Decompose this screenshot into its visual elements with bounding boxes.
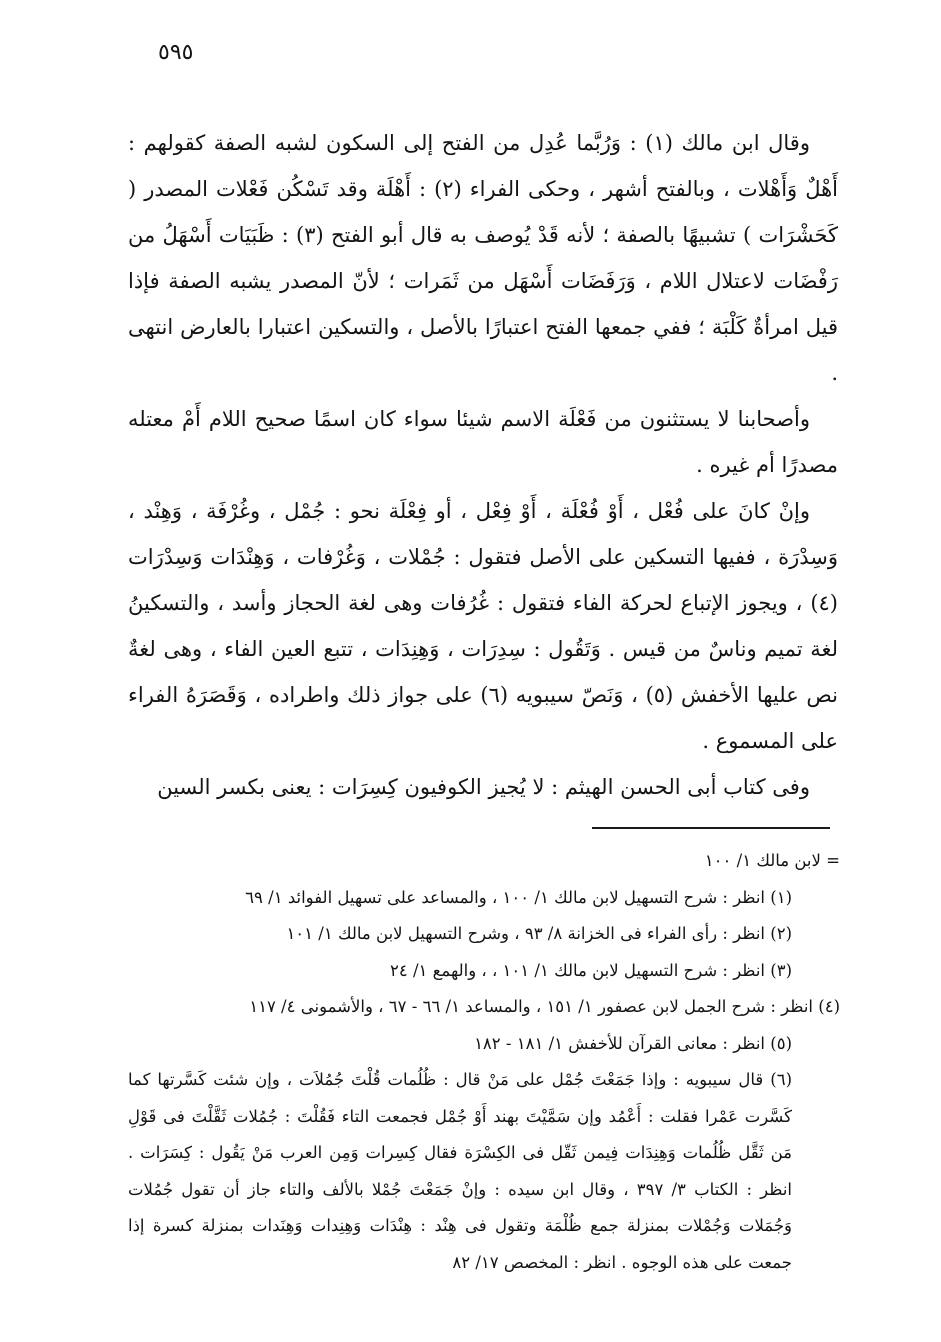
footnote: (١) انظر : شرح التسهيل لابن مالك ١/ ١٠٠ ، والمساعد على تسهيل الفوائد ١/ ٦٩	[245, 887, 792, 907]
footnote: (٥) انظر : معانى القرآن للأخفش ١/ ١٨١ - ١٨٢	[474, 1033, 792, 1053]
main-text	[128, 120, 838, 810]
footnote: (٦) قال سيبويه : وإذا جَمَعْتَ جُمْل على مَنْ قال : ظُلُمات قُلْتَ جُمُلاَت ، وإن شئت كَسَّرتها كما كَسَّرت عَمْرا فقلت : أَعْمُد وإن سَمَّيْتَ بهند أَوْ جُمْل فجمعت التاء فَقُلْتَ : جُمُلات ثَقَّلْتَ فى قَوْلِ مَن ثَقَّل ظُلُمات وَهِنِدَات فِيمن ثَقّل فى الكِسْرَة فقال كِسِرات وَمِن العرب مَنْ يَقُول : كِسَرَات . انظر : الكتاب ٣/ ٣٩٧ ، وقال ابن سيده : وإنْ جَمَعْتَ جُمْلا بالألف والتاء جاز أن تقول جُمُلات وَجُمَلات وَجُمْلات بمنزلة جمع ظُلْمَة وتقول فى هِنْد : هِنْدَات وَهِنِدات وَهِنَدات بمنزلة كسرة إذا جمعت على هذه الوجوه . انظر : المخصص ١٧/ ٨٢	[128, 1070, 792, 1272]
footnote-separator	[592, 827, 830, 829]
paragraph: وفى كتاب أبى الحسن الهيثم : لا يُجيز الكوفيون كِسِرَات : يعنى بكسر السين	[157, 775, 810, 799]
paragraph: وقال ابن مالك (١) : وَرُبَّما عُدِل من الفتح إلى السكون لشبه الصفة كقولهم : أَهْلٌ وَأَهْلات ، وبالفتح أشهر ، وحكى الفراء (٢) : أَهْلَة وقد تَسْكُن فَعْلات المصدر ( كَحَشْرَات ) تشبيهًا بالصفة ؛ لأنه قَدْ يُوصف به قال أبو الفتح (٣) : ظَبَيَات أَسْهَلُ من رَفْضَات لاعتلال اللام ، وَرَفَضَات أَسْهَل من ثَمَرات ؛ لأنّ المصدر يشبه الصفة فإذا قيل امرأةٌ كَلْبَة ؛ ففي جمعها الفتح اعتبارًا بالأصل ، والتسكين اعتبارا بالعارض انتهى .	[128, 131, 839, 385]
footnote: (٣) انظر : شرح التسهيل لابن مالك ١/ ١٠١ ، ، والهمع ١/ ٢٤	[389, 960, 792, 980]
footnote-continuation: = لابن مالك ١/ ١٠٠	[704, 851, 840, 870]
footnotes	[128, 843, 840, 1281]
page-number: ٥٩٥	[158, 40, 194, 65]
paragraph: وأصحابنا لا يستثنون من فَعْلَة الاسم شيئا سواء كان اسمًا صحيح اللام أَمْ معتله مصدرًا أم غيره .	[128, 407, 838, 477]
paragraph: وإنْ كانَ على فُعْل ، أَوْ فُعْلَة ، أَوْ فِعْل ، أو فِعْلَة نحو : جُمْل ، وغُرْفَة ، وَهِنْد ، وَسِدْرَة ، ففيها التسكين على الأصل فتقول : جُمْلات ، وَغُرْفات ، وَهِنْدَات وَسِدْرَات (٤) ، ويجوز الإتباع لحركة الفاء فتقول : غُرُفات وهى لغة الحجاز وأسد ، والتسكينُ لغة تميم وناسٌ من قيس . وَتَقُول : سِدِرَات ، وَهِنِدَات ، تتبع العين الفاء ، وهى لغةٌ نص عليها الأخفش (٥) ، وَنَصّ سيبويه (٦) على جواز ذلك واطراده ، وَقَصَرَهُ الفراء على المسموع .	[128, 499, 839, 753]
footnote: (٤) انظر : شرح الجمل لابن عصفور ١/ ١٥١ ، والمساعد ١/ ٦٦ - ٦٧ ، والأشمونى ٤/ ١١٧	[249, 997, 840, 1016]
footnote: (٢) انظر : رأى الفراء فى الخزانة ٨/ ٩٣ ، وشرح التسهيل لابن مالك ١/ ١٠١	[286, 924, 792, 943]
